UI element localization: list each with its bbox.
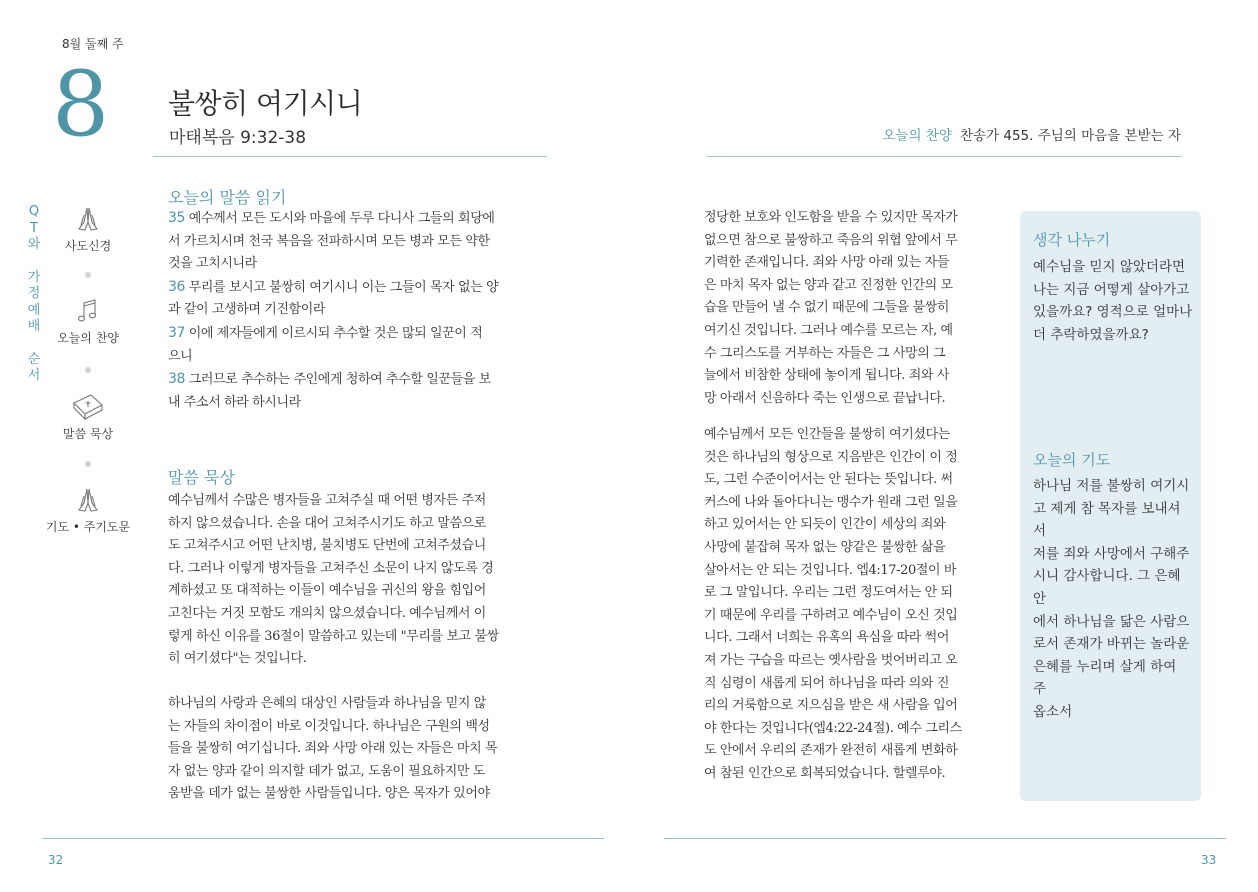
- prayer-heading: 오늘의 기도: [1033, 451, 1111, 469]
- meditation-paragraph-1: 예수님께서 수많은 병자들을 고쳐주실 때 어떤 병자든 주저 하지 않으셨습니다. 손을 대어 고쳐주시기도 하고 말씀으로 도 고쳐주시고 어떤 난치병, 불치병도 단번에 고쳐주셨습니 다. 그러나 이렇게 병자들을 고쳐주신 소문이 나지 않도록 경 계하셨고 또 대적하는 이들이 예수님을 귀신의 왕을 힘입어 고친다는 거짓 모함도 개의치 않으셨습니다. 예수님께서 이 렇게 하신 이유를 36절이 말씀하고 있는데 "무리를 보고 불쌍 히 여기셨다"는 것입니다.: [168, 493, 499, 667]
- verse-number: 36: [168, 278, 186, 295]
- step-prayer-lords-prayer: [28, 486, 148, 535]
- verse-number: 35: [168, 210, 186, 226]
- praying-hands-icon: [71, 205, 105, 233]
- verse: 35 예수께서 모든 도시와 마을에 두루 다니사 그들의 회당에: [168, 210, 495, 226]
- scripture-passage: 마태복음 9:32-38: [169, 128, 307, 148]
- bible-icon: [69, 391, 107, 421]
- hymn-title: 찬송가 455. 주님의 마음을 본받는 자: [959, 128, 1181, 144]
- verse-number: 37: [168, 324, 186, 341]
- meditation-continued-paragraph-2: 예수님께서 모든 인간들을 불쌍히 여기셨다는 것은 하나님의 형상으로 지음받은 인간이 이 정 도, 그런 수준이어서는 안 된다는 뜻입니다. 써 커스에 나와 돌아다니는 맹수가 원래 그런 일을 하고 있어서는 안 되듯이 인간이 세상의 죄와 사망에 붙잡혀 목자 없는 양같은 불쌍한 삶을 살아서는 안 되는 것입니다. 엡4:17-20절이 바 로 그 말입니다. 우리는 그런 정도여서는 안 되 기 때문에 우리를 구하려고 예수님이 오신 것입 니다. 그래서 너희는 유혹의 욕심을 따라 썩어 져 가는 구습을 따르는 옛사람을 벗어버리고 오 직 심령이 새롭게 되어 하나님을 따라 의와 진 리의 거룩함으로 지으심을 받은 새 사람을 입어 야 한다는 것입니다(엡4:22-24절). 예수 그리스 도 안에서 우리의 존재가 완전히 새롭게 변화하 여 참된 인간으로 회복되었습니다. 할렐루야.: [704, 427, 962, 781]
- day-number: 8: [52, 52, 110, 157]
- reading-heading: 오늘의 말씀 읽기: [168, 188, 287, 207]
- todays-hymn: [882, 124, 1181, 144]
- verse: 38 그러므로 추수하는 주인에게 청하여 추수할 일꾼들을 보: [168, 371, 491, 388]
- share-question: 예수님을 믿지 않았더라면 나는 지금 어떻게 살아가고 있을까요? 영적으로 얼마나 더 추락하였을까요?: [1033, 259, 1193, 343]
- step-label: 말씀 묵상: [62, 427, 114, 441]
- header-rule-left: [153, 156, 547, 157]
- step-word-meditation: [28, 391, 148, 442]
- step-divider-dot: [85, 461, 91, 467]
- qt-family-worship-order-label: Q T 와 가 정 예 배 순 서: [27, 204, 41, 383]
- meditation-paragraph-2: 하나님의 사랑과 은혜의 대상인 사람들과 하나님을 믿지 않 는 자들의 차이점이 바로 이것입니다. 하나님은 구원의 백성 들을 불쌍히 여기십니다. 죄와 사망 아래 있는 자들은 마치 목 자 없는 양과 같이 의지할 데가 없고, 도움이 필요하지만 도 움받을 데가 없는 불쌍한 사람들입니다. 양은 목자가 있어야: [168, 696, 498, 802]
- hymn-label: 오늘의 찬양: [882, 128, 952, 144]
- footer-rule-left: [42, 838, 604, 839]
- step-divider-dot: [85, 367, 91, 373]
- music-note-icon: [71, 297, 105, 325]
- verse: 36 무리를 보시고 불쌍히 여기시니 이는 그들이 목자 없는 양: [168, 278, 499, 295]
- prayer-text: 하나님 저를 불쌍히 여기시 고 제게 참 목자를 보내셔서 저를 죄와 사망에서 구해주 시니 감사합니다. 그 은혜 안 에서 하나님을 닮은 사람으 로서 존재가 바뀌는 놀라운 은혜를 누리며 살게 하여 주 옵소서: [1033, 478, 1190, 720]
- step-todays-hymn: [28, 297, 148, 346]
- step-apostles-creed: [28, 205, 148, 254]
- praying-hands-icon: [71, 486, 105, 514]
- scripture-reading: 35 예수께서 모든 도시와 마을에 두루 다니사 그들의 회당에 서 가르치시며 천국 복음을 전파하시며 모든 병과 모든 약한 것을 고치시니라 36 무리를 보시고 불쌍히 여기시니 이는 그들이 목자 없는 양 과 같이 고생하며 기진함이라 37 이에 제자들에게 이르시되 추수할 것은 많되 일꾼이 적 으니 38 그러므로 추수하는 주인에게 청하여 추수할 일꾼들을 보 내 주소서 하라 하시니라: [168, 207, 548, 414]
- header-rule-right: [707, 156, 1181, 157]
- share-heading: 생각 나누기: [1033, 231, 1111, 249]
- page-number-right: 33: [1201, 853, 1217, 867]
- step-divider-dot: [85, 272, 91, 278]
- step-label: 기도 • 주기도문: [45, 520, 131, 534]
- step-label: 사도신경: [64, 239, 112, 253]
- footer-rule-right: [664, 838, 1226, 839]
- meditation-continued-paragraph-1: 정당한 보호와 인도함을 받을 수 있지만 목자가 없으면 참으로 불쌍하고 죽음의 위협 앞에서 무 기력한 존재입니다. 죄와 사망 아래 있는 자들 은 마치 목자 없는 양과 같고 진정한 인간의 모 습을 만들어 낼 수 없기 때문에 그들을 불쌍히 여기신 것입니다. 그러나 예수를 모르는 자, 예 수 그리스도를 거부하는 자들은 그 사망의 그 늘에서 비참한 상태에 놓이게 됩니다. 죄와 사 망 아래서 신음하다 죽는 인생으로 끝납니다.: [704, 210, 958, 406]
- step-label: 오늘의 찬양: [57, 331, 119, 345]
- verse: 37 이에 제자들에게 이르시되 추수할 것은 많되 일꾼이 적: [168, 324, 483, 341]
- week-label: 8월 둘째 주: [62, 37, 124, 51]
- page-title: 불쌍히 여기시니: [168, 87, 363, 120]
- meditation-heading: 말씀 묵상: [168, 468, 235, 487]
- verse-number: 38: [168, 371, 186, 388]
- page-number-left: 32: [48, 853, 64, 867]
